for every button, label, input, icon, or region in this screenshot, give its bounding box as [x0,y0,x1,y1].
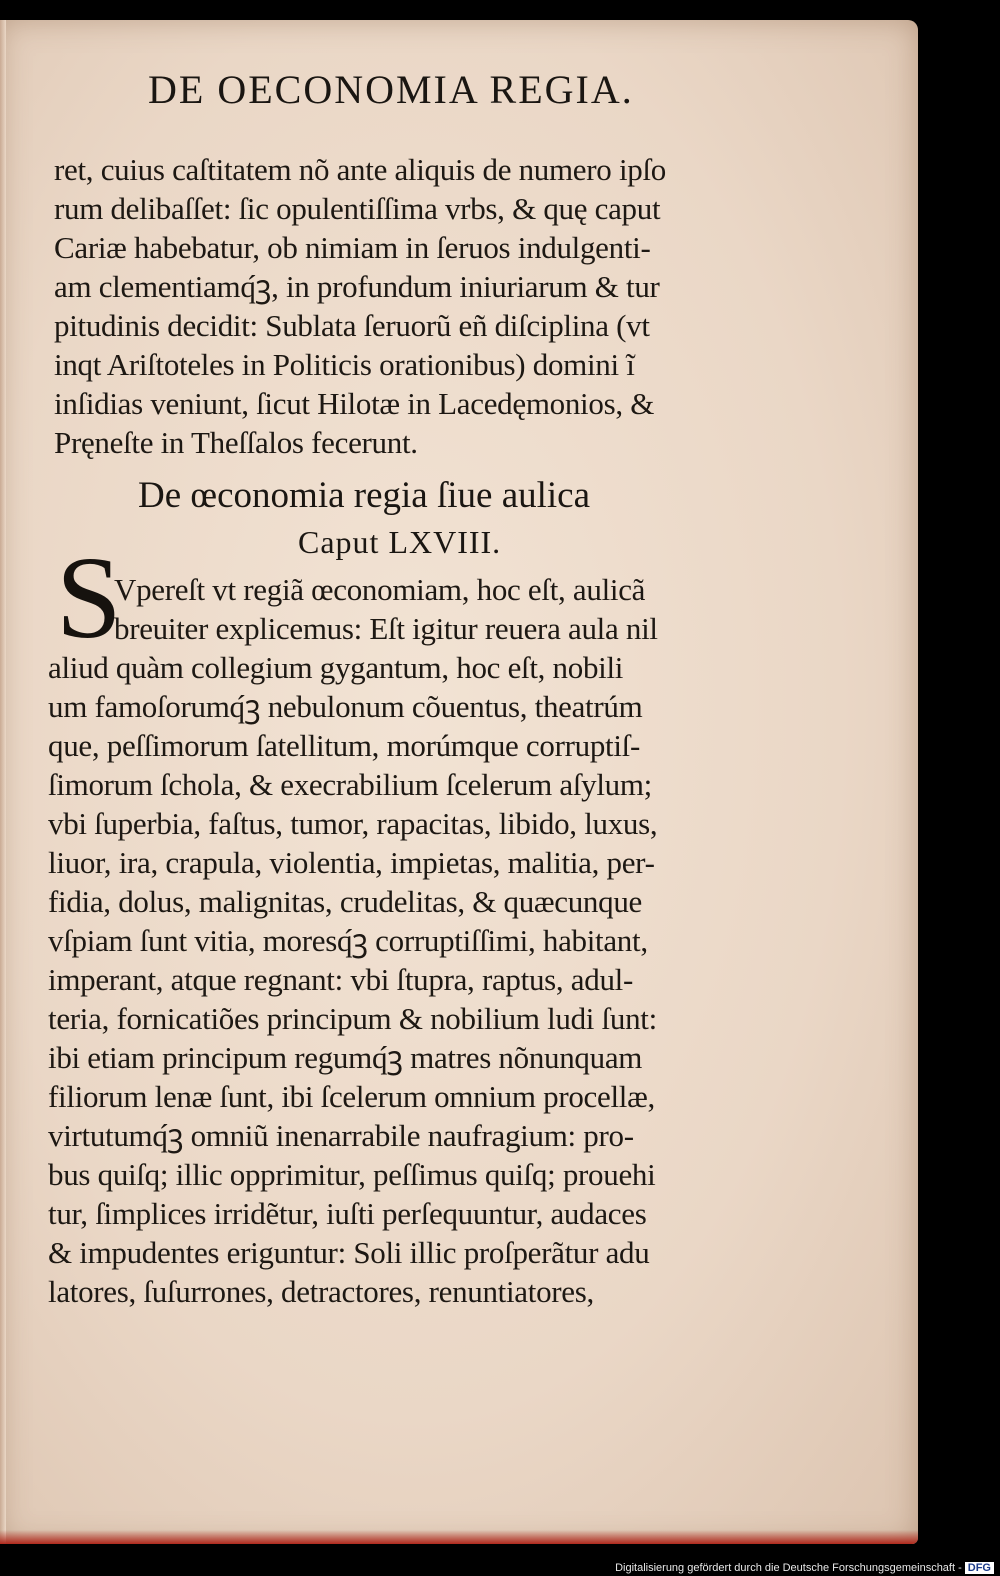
text-line: breuiter explicemus: Eſt igitur reuera aula nil [114,611,658,646]
text-line: bus quiſq; illic opprimitur, peſſimus quiſq; prouehi [48,1157,656,1192]
body-text-block [48,570,778,1311]
text-line: aliud quàm collegium gygantum, hoc eſt, nobili [48,650,624,685]
text-line: vbi ſuperbia, faſtus, tumor, rapacitas, libido, luxus, [48,806,658,841]
text-line: Vpereſt vt regiã œconomiam, hoc eſt, aulicã [114,572,646,607]
text-line: latores, ſuſurrones, detractores, renuntiatores, [48,1274,594,1309]
text-line: & impudentes eriguntur: Soli illic proſperãtur adu [48,1235,650,1270]
text-line: am clementiamq́ꝫ, in profundum iniuriarum & tur [54,269,660,304]
text-line: Pręneſte in Theſſalos fecerunt. [54,425,418,460]
text-line: que, peſſimorum ſatellitum, morúmque corruptiſ- [48,728,640,763]
dfg-logo: DFG [965,1562,994,1574]
text-line: ſimorum ſchola, & execrabilium ſcelerum aſylum; [48,767,652,802]
text-line: fidia, dolus, malignitas, crudelitas, & quæcunque [48,884,642,919]
text-line: virtutumq́ꝫ omniũ inenarrabile naufragium: pro- [48,1118,634,1153]
text-line: Cariæ habebatur, ob nimiam in ſeruos indulgenti- [54,230,651,265]
running-header: DE OECONOMIA REGIA. [148,67,634,112]
text-line: um famoſorumq́ꝫ nebulonum cõuentus, theatrúm [48,689,643,724]
text-line: liuor, ira, crapula, violentia, impietas, malitia, per- [48,845,655,880]
text-line: inſidias veniunt, ſicut Hilotæ in Lacedęmonios, & [54,386,655,421]
text-line: tur, ſimplices irridẽtur, iuſti perſequuntur, audaces [48,1196,647,1231]
chapter-number: Caput LXVIII. [298,524,502,560]
text-line: teria, fornicatiões principum & nobilium ludi ſunt: [48,1001,657,1036]
text-line: rum delibaſſet: ſic opulentiſſima vrbs, & quę caput [54,191,661,226]
text-line: pitudinis decidit: Sublata ſeruorũ eñ diſciplina (vt [54,308,650,343]
top-text-block [54,150,784,462]
text-line: filiorum lenæ ſunt, ibi ſcelerum omnium procellæ, [48,1079,655,1114]
digitization-credit [615,1562,994,1574]
page-edge [0,20,6,1544]
text-line: vſpiam ſunt vitia, moresq́ꝫ corruptiſſimi, habitant, [48,923,648,958]
text-line: inqt Ariſtoteles in Politicis orationibus) domini ĩ [54,347,635,382]
text-line: imperant, atque regnant: vbi ſtupra, raptus, adul- [48,962,634,997]
text-line: ret, cuius caſtitatem nõ ante aliquis de numero ipſo [54,152,666,187]
drop-cap: S [56,532,122,663]
chapter-title: De œconomia regia ſiue aulica [138,475,591,516]
credit-text: Digitalisierung gefördert durch die Deutsche Forschungsgemeinschaft - [615,1562,962,1574]
page-bottom-edge [0,1530,918,1544]
text-line: ibi etiam principum regumq́ꝫ matres nõnunquam [48,1040,643,1075]
